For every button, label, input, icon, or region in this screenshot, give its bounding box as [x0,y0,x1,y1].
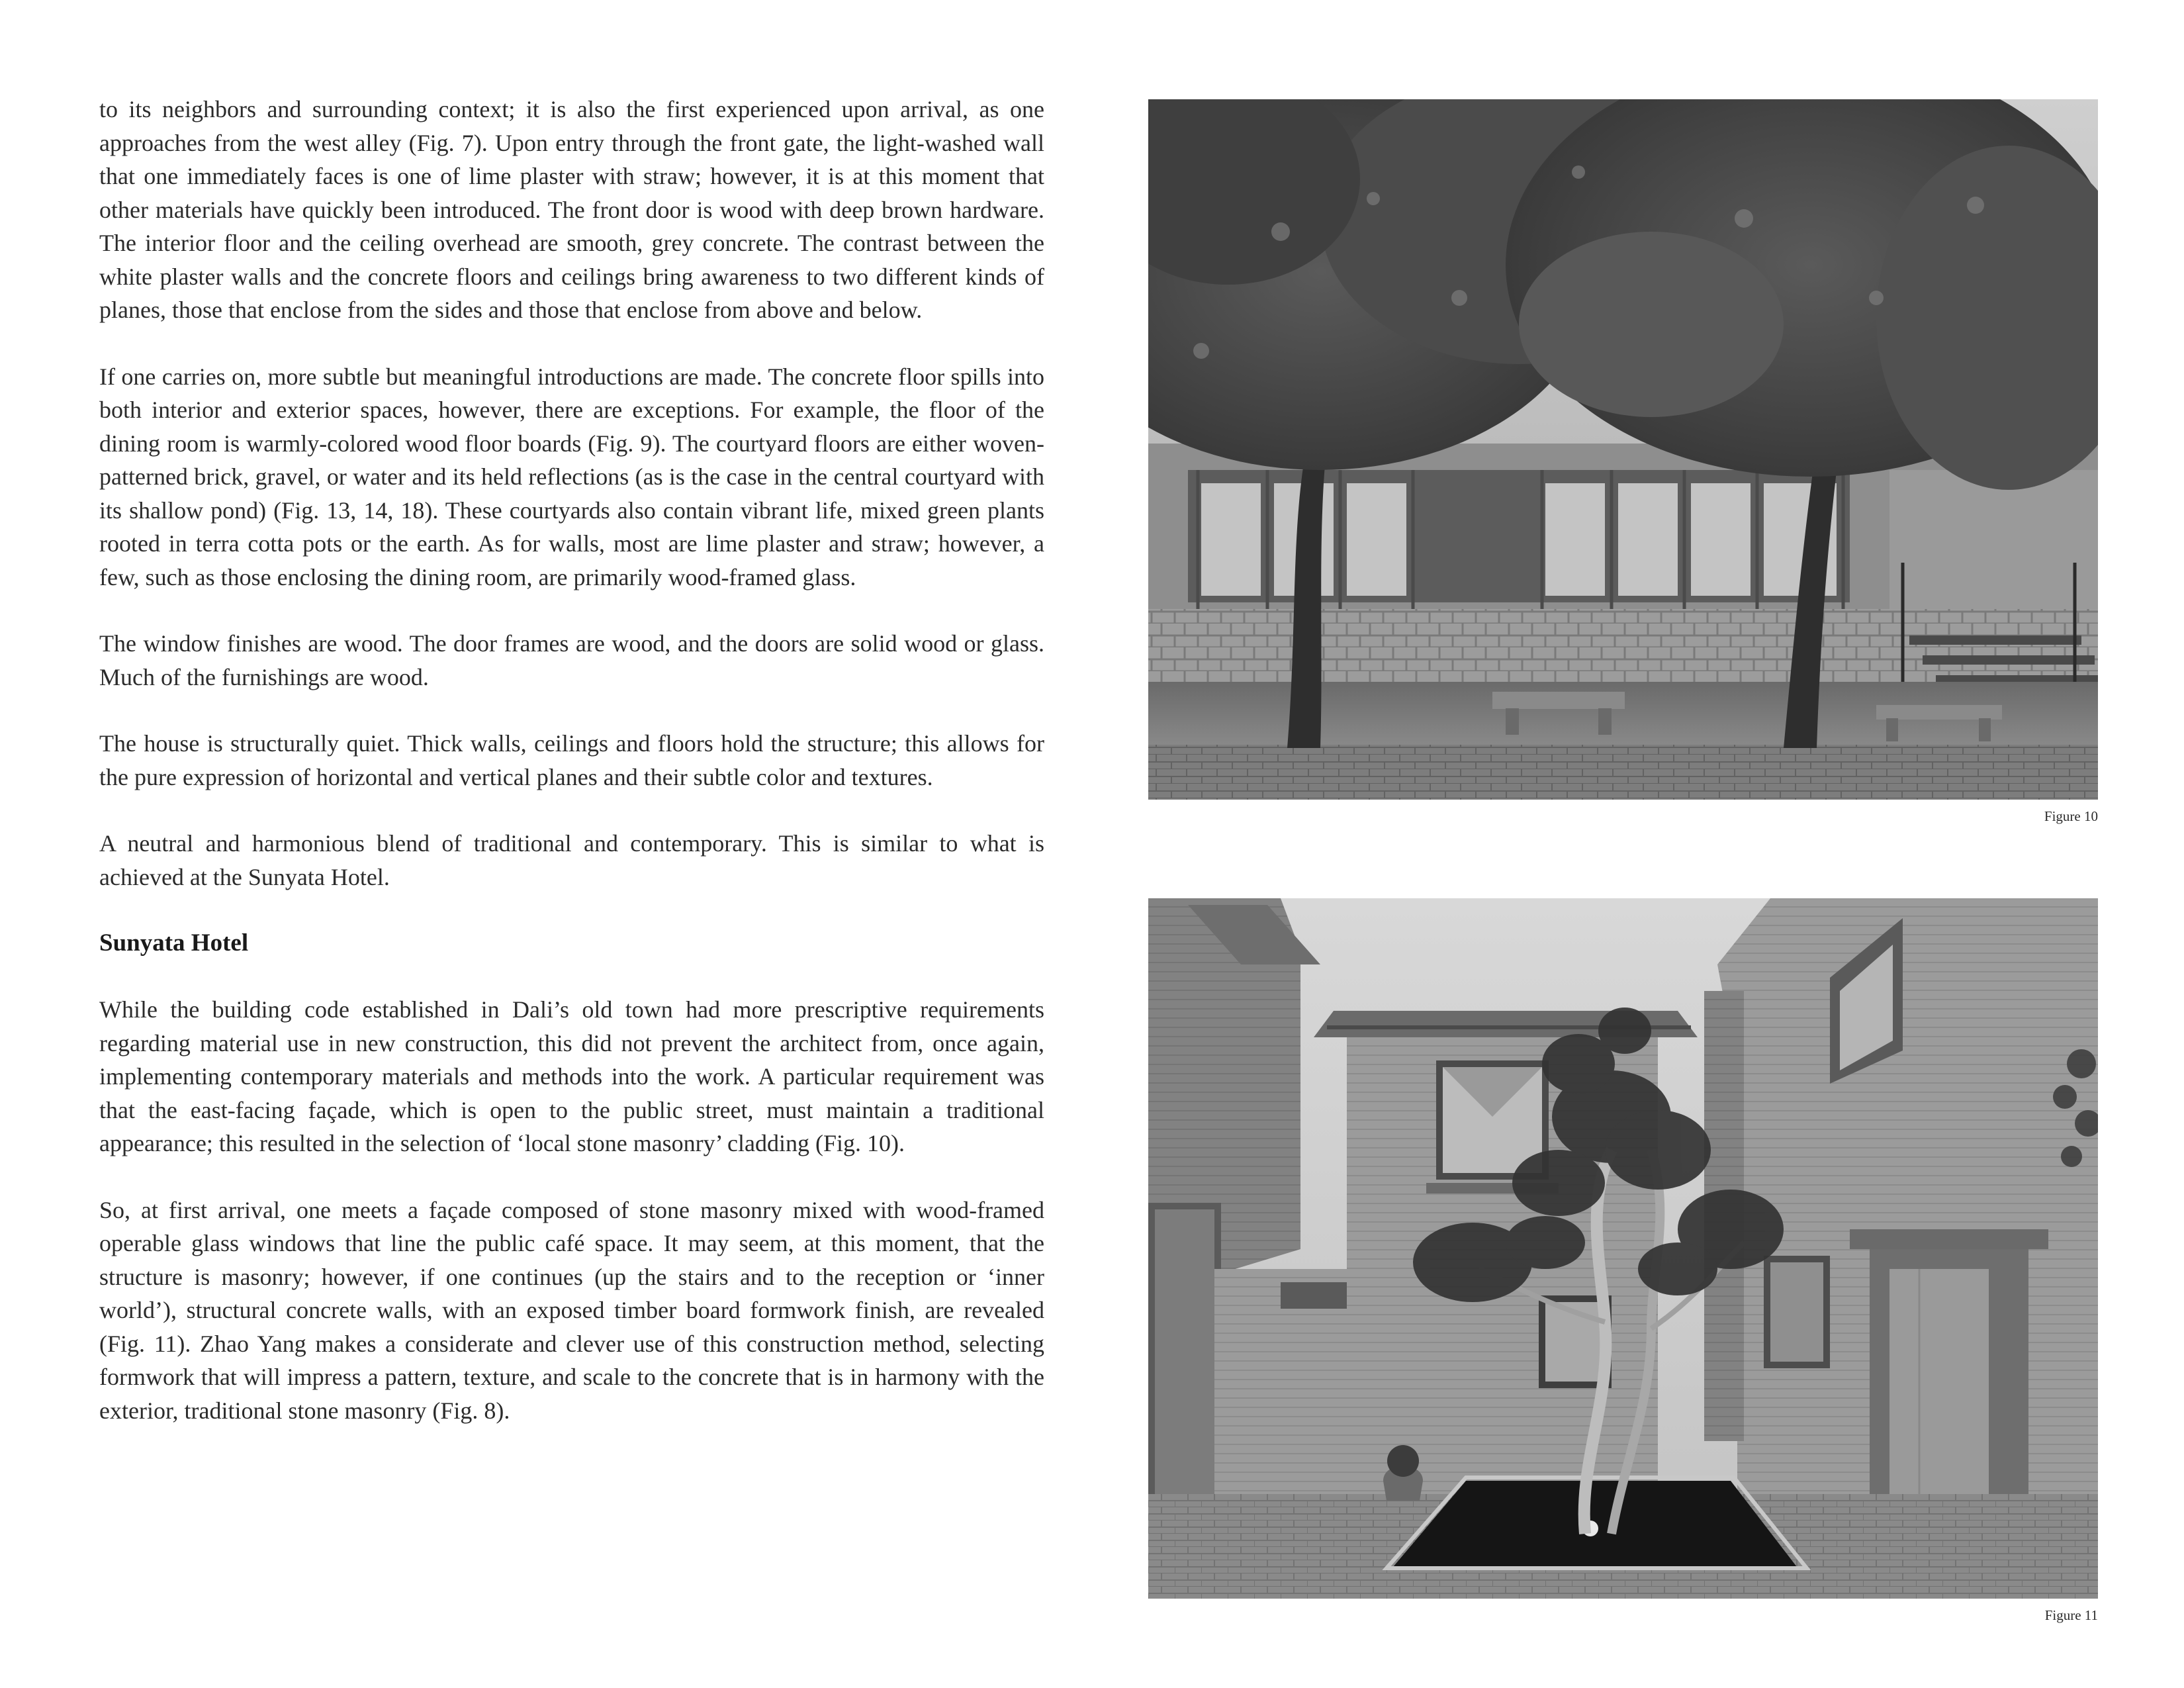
section-paragraph-2: So, at first arrival, one meets a façade composed of stone masonry mixed with wood-framed operable glass windows that line the public café space. It may seem, at this moment, that the structure is masonry; however, if one continues (up the stairs and to the reception or ‘inner world’), structural concrete walls, with an exposed timber board formwork finish, are revealed (Fig. 11). Zhao Yang makes a considerate and clever use of this construction method, selecting formwork that will impress a pattern, texture, and scale to the concrete that is in harmony with the exterior, traditional stone masonry (Fig. 8). [99,1196,1044,1424]
body-paragraph-2: If one carries on, more subtle but meaningful introductions are made. The concrete floor spills into both interior and exterior spaces, however, there are exceptions. For example, the floor of the dining room is warmly-colored wood floor boards (Fig. 9). The courtyard floors are either woven-patterned brick, gravel, or water and its held reflections (as is the case in the central courtyard with its shallow pond) (Fig. 13, 14, 18). These courtyards also contain vibrant life, mixed green plants rooted in terra cotta pots or the earth. As for walls, most are lime plaster and straw; however, a few, such as those enclosing the dining room, are primarily wood-framed glass. [99,363,1044,590]
figure-11-caption: Figure 11 [2044,1607,2098,1623]
body-paragraph-3: The window finishes are wood. The door frames are wood, and the doors are solid wood or glass. Much of the furnishings are wood. [99,630,1044,690]
section-heading-sunyata-hotel: Sunyata Hotel [99,929,249,957]
text-column [99,93,1044,1427]
body-paragraph-5: A neutral and harmonious blend of traditional and contemporary. This is similar to what is achieved at the Sunyata Hotel. [99,830,1044,890]
figure-10-caption: Figure 10 [2044,808,2098,824]
section-paragraph-1: While the building code established in Dali’s old town had more prescriptive requirements regarding material use in new construction, this did not prevent the architect from, once again, implementing contemporary materials and methods into the work. A particular requirement was that the east-facing façade, which is open to the public street, must maintain a traditional appearance; this resulted in the selection of ‘local stone masonry’ cladding (Fig. 10). [99,996,1044,1156]
figure-10-photo [1148,99,2098,800]
body-paragraph-4: The house is structurally quiet. Thick walls, ceilings and floors hold the structure; this allows for the pure expression of horizontal and vertical planes and their subtle color and textures. [99,730,1044,790]
body-paragraph-1: to its neighbors and surrounding context; it is also the first experienced upon arrival, as one approaches from the west alley (Fig. 7). Upon entry through the front gate, the light-washed wall that one immediately faces is one of lime plaster with straw; however, it is at this moment that other materials have quickly been introduced. The front door is wood with deep brown hardware. The interior floor and the ceiling overhead are smooth, grey concrete. The contrast between the white plaster walls and the concrete floors and ceilings bring awareness to two different kinds of planes, those that enclose from the sides and those that enclose from above and below. [99,96,1044,323]
figure-11-photo [1148,898,2098,1599]
figure-10 [1148,99,2098,825]
figure-11 [1148,898,2098,1624]
